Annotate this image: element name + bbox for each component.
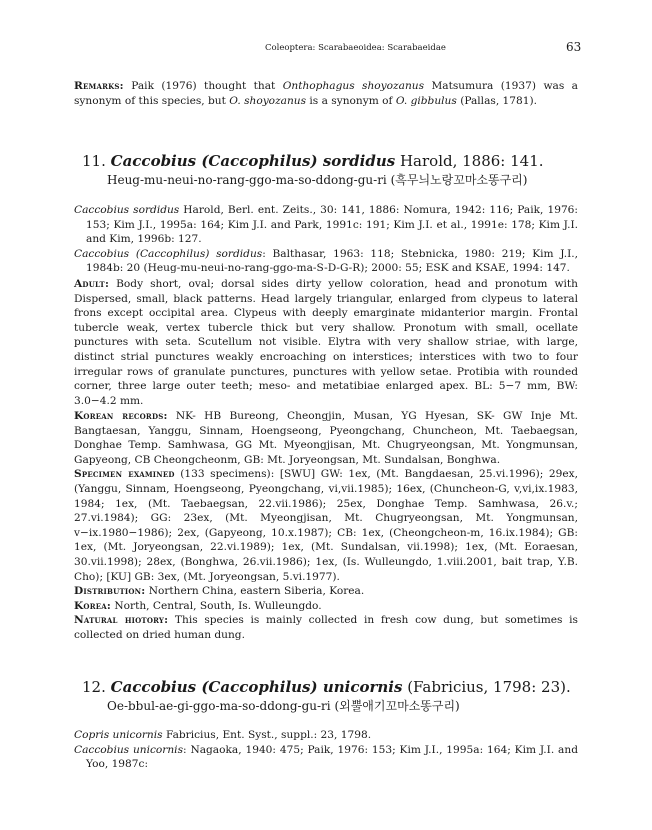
korea-range — [74, 599, 578, 614]
species-name: Caccobius (Caccophilus) sordidus — [110, 152, 396, 170]
specimens-examined — [74, 467, 578, 584]
species-author: (Fabricius, 1798: 23). — [402, 678, 571, 696]
korean-common-name: Heug-mu-neui-no-rang-ggo-ma-so-ddong-gu-ri (흑무늬노랑꼬마소똥구리) — [107, 173, 528, 187]
korean-records-text: NK- HB Bureong, Cheongjin, Musan, YG Hyesan, SK- GW Inje Mt. Bangtaesan, Yanggu, Sinnam, Hoengseong, Pyeongchang, Chuncheon, Mt. Taebaegsan, Donghae Temp. Samhwasa, GG Mt. Myeongjisan, Mt. Chugryeongsan, Mt. Yongmunsan, Gapyeong, CB Cheongcheonm, GB: Mt. Joryeongsan, Mt. Sundalsan, Bonghwa. — [74, 410, 578, 466]
taxon-name: Caccobius (Caccophilus) sordidus — [74, 247, 263, 260]
remarks-text: Matsumura (1937) was a synonym of this species, but — [74, 80, 578, 107]
synonymy-entry — [74, 728, 578, 743]
species-number: 11. — [82, 152, 106, 170]
remarks-text: Paik (1976) thought that — [123, 80, 283, 92]
korea-label: Korea: — [74, 599, 111, 612]
synonymy-list — [74, 728, 578, 772]
synonymy-entry — [74, 203, 578, 247]
remarks-text: is a synonym of — [306, 94, 396, 107]
synonymy-citation: : Balthasar, 1963: 118; Stebnicka, 1980: 219; Kim J.I., 1984b: 20 (Heug-mu-neui-no-rang-ggo-ma-S-D-G-R); 2000: 55; ESK and KSAE, 1994: 147. — [86, 247, 579, 275]
species-number: 12. — [82, 678, 106, 696]
distribution-text: Northern China, eastern Siberia, Korea. — [145, 585, 365, 598]
synonymy-list — [74, 203, 578, 276]
taxon-name: Onthophagus shoyozanus — [282, 80, 425, 92]
species-heading — [82, 677, 582, 697]
taxon-name: Caccobius sordidus — [74, 204, 180, 216]
specimens-text: (133 specimens): [SWU] GW: 1ex, (Mt. Bangdaesan, 25.vi.1996); 29ex, (Yanggu, Sinnam, Hoengseong, Pyeongchang, vi,vii.1985); 16ex, (Chuncheon-G, v,vi,ix.1983, 1984; 1ex, (Mt. Taebaegsan, 22.vii.1986); 25ex, Donghae Temp. Samhwasa, 26.v.; 27.vi.1984); GG: 23ex, (Mt. Myeongjisan, Mt. Chugryeongsan, Mt. Yongmunsan, v−ix.1980−1986); 2ex, (Gapyeong, 10.x.1987); CB: 1ex, (Cheongcheon-m, 16.ix.1984); GB: 1ex, (Mt. Joryeongsan, 22.vi.1989); 1ex, (Mt. Sundalsan, vii.1998); 1ex, (Mt. Eoraesan, 30.vii.1998); 28ex, (Bonghwa, 26.vii.1986); 1ex, (Is. Wulleungdo, 1.viii.2001, bait trap, Y.B. Cho); [KU] GB: 3ex, (Mt. Joryeongsan, 5.vi.1977). — [74, 468, 578, 583]
synonymy-entry — [74, 743, 578, 772]
adult-description — [74, 277, 578, 408]
distribution-label: Distribution: — [74, 585, 146, 598]
page-number: 63 — [566, 40, 582, 54]
remarks-paragraph — [74, 79, 578, 108]
taxon-name: Caccobius unicornis — [74, 743, 184, 756]
remarks-label: Remarks: — [74, 80, 124, 92]
natural-history-label: Natural hiotory: — [74, 614, 169, 627]
korean-common-name: Oe-bbul-ae-gi-ggo-ma-so-ddong-gu-ri (외뿔애기꼬마소똥구리) — [107, 699, 460, 713]
synonymy-citation: Harold, Berl. ent. Zeits., 30: 141, 1886: Nomura, 1942: 116; Paik, 1976: 153; Kim J.I., 1995a: 164; Kim J.I. and Park, 1991c: 191; Kim J.I. et al., 1991e: 178; Kim J.I. and Kim, 1996b: 127. — [86, 204, 578, 246]
synonymy-citation: : Nagaoka, 1940: 475; Paik, 1976: 153; Kim J.I., 1995a: 164; Kim J.I. and Yoo, 1987c: — [86, 743, 578, 771]
species-heading — [82, 151, 582, 171]
korean-records-label: Korean records: — [74, 410, 168, 422]
natural-history — [74, 613, 578, 642]
taxon-name: O. shoyozanus — [229, 94, 307, 107]
species-author: Harold, 1886: 141. — [395, 152, 544, 170]
remarks-text: (Pallas, 1781). — [456, 94, 538, 107]
korea-text: North, Central, South, Is. Wulleungdo. — [111, 599, 322, 612]
specimens-label: Specimen examined — [74, 468, 175, 481]
taxon-name: O. gibbulus — [395, 94, 457, 107]
species-name: Caccobius (Caccophilus) unicornis — [110, 678, 403, 696]
natural-history-text: This species is mainly collected in fresh cow dung, but sometimes is collected on dried human dung. — [74, 614, 578, 641]
distribution — [74, 584, 578, 599]
running-head-title: Coleoptera: Scarabaeoidea: Scarabaeidae — [265, 43, 446, 53]
synonymy-entry — [74, 247, 578, 276]
adult-label: Adult: — [74, 278, 110, 290]
records-section — [74, 409, 578, 643]
taxon-name: Copris unicornis — [74, 729, 163, 741]
synonymy-citation: Fabricius, Ent. Syst., suppl.: 23, 1798. — [162, 729, 372, 741]
korean-records — [74, 409, 578, 467]
adult-text: Body short, oval; dorsal sides dirty yellow coloration, head and pronotum with Dispersed, small, black patterns. Head largely triangular, enlarged from clypeus to lateral frons except occipital area. Clypeus with deeply emarginate midanterior margin. Frontal tubercle weak, vertex tubercle thick but very shallow. Pronotum with small, ocellate punctures with seta. Scutellum not visible. Elytra with very shallow striae, with large, distinct strial punctures weakly encroaching on interstices; interstices with two to four irregular rows of granulate punctures, punctures with yellow setae. Protibia with rounded corner, three large outer teeth; meso- and metatibiae enlarged apex. BL: 5−7 mm, BW: 3.0−4.2 mm. — [74, 278, 578, 407]
